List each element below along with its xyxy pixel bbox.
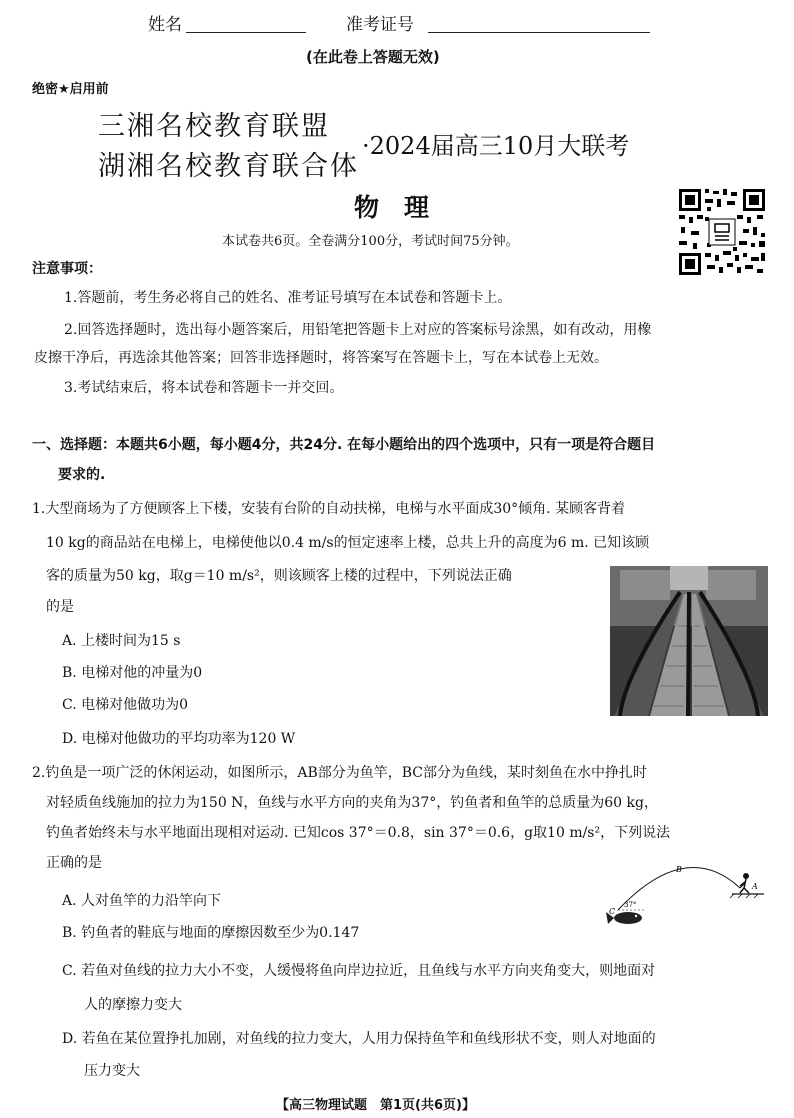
- exam-title: ·2024届高三10月大联考: [362, 132, 630, 160]
- q1-option-b[interactable]: B. 电梯对他的冲量为0: [62, 665, 203, 681]
- q2-stem-line-4: 正确的是: [46, 855, 102, 871]
- note-item-2: 2.回答选择题时，选出每小题答案后，用铅笔把答题卡上对应的答案标号涂黑，如有改动，用橡: [64, 322, 652, 338]
- secret-mark: 绝密★启用前: [32, 82, 109, 97]
- fishing-diagram: [596, 858, 776, 948]
- exam-info: 本试卷共6页。全卷满分100分，考试时间75分钟。: [222, 234, 519, 249]
- exam-id-blank[interactable]: [428, 32, 650, 33]
- section-heading-cont: 要求的.: [58, 467, 106, 483]
- q2-stem-line-2: 对轻质鱼线施加的拉力为150 N，鱼线与水平方向的夹角为37°，钓鱼者和鱼竿的总质量为60 kg，: [46, 795, 658, 811]
- section-heading: 一、选择题：本题共6小题，每小题4分，共24分. 在每小题给出的四个选项中，只有一项是符合题目: [32, 437, 656, 453]
- q1-option-c[interactable]: C. 电梯对他做功为0: [62, 697, 189, 713]
- org-name-2: 湖湘名校教育联合体: [98, 151, 359, 182]
- q1-option-d[interactable]: D. 电梯对他做功的平均功率为120 W: [62, 731, 296, 747]
- q2-option-c-cont: 人的摩擦力变大: [84, 997, 182, 1013]
- q2-stem-line-1: 2.钓鱼是一项广泛的休闲运动，如图所示，AB部分为鱼竿，BC部分为鱼线，某时刻鱼在水中挣扎时: [32, 765, 648, 781]
- subject-title: 物 理: [354, 193, 430, 222]
- q1-stem-line-2: 10 kg的商品站在电梯上，电梯使他以0.4 m/s的恒定速率上楼，总共上升的高度为6 m. 已知该顾: [46, 535, 650, 551]
- name-label: 姓名: [148, 15, 182, 35]
- qr-code-icon: [677, 187, 767, 277]
- q1-stem-line-1: 1.大型商场为了方便顾客上下楼，安装有台阶的自动扶梯，电梯与水平面成30°倾角. 某顾客背着: [32, 501, 626, 517]
- q1-stem-line-3: 客的质量为50 kg，取g＝10 m/s²，则该顾客上楼的过程中，下列说法正确: [46, 568, 512, 584]
- escalator-photo: [610, 566, 768, 716]
- note-item-3: 3.考试结束后，将本试卷和答题卡一并交回。: [64, 380, 344, 396]
- q2-option-b[interactable]: B. 钓鱼者的鞋底与地面的摩擦因数至少为0.147: [62, 925, 360, 941]
- label-b: B: [676, 865, 682, 874]
- label-a: A: [752, 882, 758, 891]
- q2-option-a[interactable]: A. 人对鱼竿的力沿竿向下: [62, 893, 222, 909]
- fisher-icon: [743, 873, 749, 879]
- exam-id-label: 准考证号: [346, 15, 414, 35]
- note-item-1: 1.答题前，考生务必将自己的姓名、准考证号填写在本试卷和答题卡上。: [64, 290, 512, 306]
- note-item-2-cont: 皮擦干净后，再选涂其他答案；回答非选择题时，将答案写在答题卡上，写在本试卷上无效。: [34, 350, 608, 366]
- fish-icon: [614, 912, 642, 924]
- name-blank[interactable]: [186, 32, 306, 33]
- q1-option-a[interactable]: A. 上楼时间为15 s: [62, 633, 181, 649]
- q2-option-c[interactable]: C. 若鱼对鱼线的拉力大小不变，人缓慢将鱼向岸边拉近，且鱼线与水平方向夹角变大，则地面对: [62, 963, 656, 979]
- org-name-1: 三湘名校教育联盟: [98, 111, 330, 142]
- angle-label: 37°: [624, 901, 637, 909]
- page-footer: 【高三物理试题 第1页(共6页)】: [276, 1098, 475, 1113]
- q2-stem-line-3: 钓鱼者始终未与水平地面出现相对运动. 已知cos 37°＝0.8，sin 37°＝0.6，g取10 m/s²，下列说法: [46, 825, 671, 841]
- q2-option-d[interactable]: D. 若鱼在某位置挣扎加剧，对鱼线的拉力变大，人用力保持鱼竿和鱼线形状不变，则人对地面的: [62, 1031, 656, 1047]
- label-c: C: [609, 907, 616, 916]
- q2-option-d-cont: 压力变大: [84, 1063, 140, 1079]
- q1-stem-line-4: 的是: [46, 599, 74, 615]
- notes-heading: 注意事项：: [32, 261, 102, 277]
- answer-notice: (在此卷上答题无效): [306, 48, 440, 66]
